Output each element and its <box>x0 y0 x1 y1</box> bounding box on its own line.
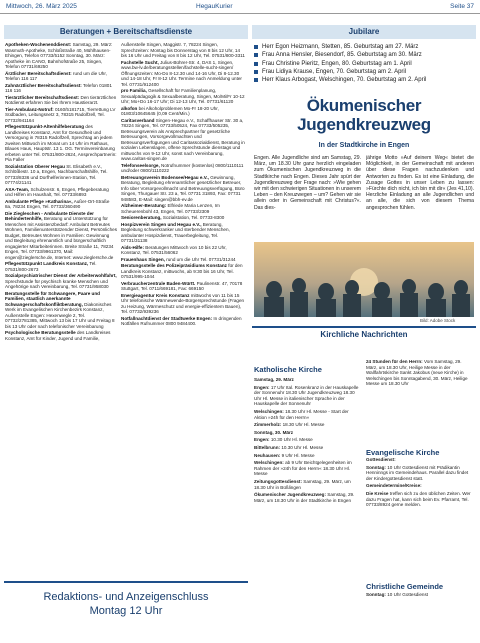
entry-heading: Tier-Ambulanz-Notruf: <box>5 106 54 112</box>
entry-text: Außer-Ort-Straße 8a, 78234 Engen, Tel. 07733/360490 <box>5 198 110 209</box>
redaktionsschluss-box <box>4 581 248 639</box>
entry <box>254 492 360 503</box>
beratungen-column-2 <box>121 42 245 557</box>
entry-heading: Sonntag: <box>366 592 386 597</box>
entry <box>254 377 360 383</box>
entry <box>121 222 245 244</box>
entry <box>254 437 360 443</box>
entry-heading: Fachstelle Sucht, <box>121 59 159 65</box>
entry-text: Samstag, 29. März, um 18.30 Uhr in Büßlingen <box>254 478 351 490</box>
entry <box>254 453 360 459</box>
page-header <box>0 0 480 14</box>
entry <box>5 211 117 261</box>
entry-text: rund um die Uhr Tel. 07731/31244 <box>166 256 236 262</box>
header-page-number: Seite 37 <box>450 3 474 10</box>
entry-heading: Sonntag, 30. März <box>254 429 294 435</box>
section-title-beratungen: Beratungen + Bereitschaftsdienste <box>4 25 248 39</box>
entry-heading: Zimmerholz: <box>254 422 282 428</box>
entry-text: 10 Uhr Gottesdienst <box>387 592 429 597</box>
entry-heading: Pflegestützpunkt-Altenhilfeberatung <box>5 124 85 129</box>
jubilar-item: Herr Egon Heizmann, Stetten, 85. Geburtstag am 27. März <box>254 43 474 51</box>
jubilare-list <box>254 43 474 84</box>
entry <box>121 106 245 117</box>
entry <box>366 491 474 508</box>
entry-text: Gesellschaft für Familienplanung, Sexualpädagogik & Sexualberatung, Singen, Mo/Mi/Fr 10-12 Uhr; Mo+Do 16-17 Uhr; Di 12-13 Uhr, Tel. 07731/61120 <box>121 88 245 104</box>
redaktionsschluss-line2: Montag 12 Uhr <box>89 605 163 617</box>
entry-heading: Welschingen: <box>254 460 284 466</box>
heading-katholische-kirche: Katholische Kirche <box>254 365 322 374</box>
entry-heading: Die Ziegleschen - Ambulante Dienste der Behindertenhilfe, <box>5 210 94 221</box>
katholische-kirche-text <box>254 377 360 587</box>
entry-heading: AXA-Team, <box>5 186 30 192</box>
header-date: Mittwoch, 26. März 2025 <box>6 3 77 10</box>
entry-heading: Verbraucherzentrale Baden-Württ. <box>121 280 196 286</box>
entry-text: 10 Uhr Gottesdienst mit Prädikantin Henninngs im Gemeindehaus. Parallel dazu findet der Kindergottesdienst statt. <box>366 464 469 481</box>
entry-text: für den Landkreis Konstanz, mittwochs, ab 9:30 bis 16 Uhr, Tel. 07531/995-1044 <box>121 263 243 279</box>
entry-heading: Telefonseelsorge, <box>121 162 160 168</box>
entry-heading: Die Kreise <box>366 490 389 496</box>
jubilar-item: Frau Christine Pieritz, Engen, 80. Geburtstag am 1. April <box>254 60 474 68</box>
entry-heading: Energieagentur Kreis Konstanz <box>121 292 190 298</box>
entry-text: Elfriede Maria Lenzen, Im Scheuerenbohl 43, Engen, Tel. 07733/2309 <box>121 203 220 214</box>
header-publication: HegauKurier <box>196 3 233 10</box>
entry-heading: Sozialstation Oberer Hegau <box>5 163 65 169</box>
crowd-silhouette-image <box>254 242 474 317</box>
entry-heading: Pflegestützpunkt Landkreis Konstanz, <box>5 261 89 266</box>
entry-text: 10.30 Uhr Hl. Messe <box>281 444 324 450</box>
entry-heading: Ärztlicher Bereitschaftsdienst: <box>5 70 72 76</box>
heading-evangelische-kirche: Evangelische Kirche <box>366 448 440 457</box>
entry-text: bei Alkoholproblemen Mo-Fr 18-20 Uhr, 01803/10645645 (0,09 Cent/Min.) <box>121 105 219 116</box>
entry-heading: alkofon <box>121 105 138 111</box>
entry <box>5 95 117 106</box>
entry-text: 10.30 Uhr Hl. Messe <box>270 437 313 443</box>
entry-heading: Engen: <box>254 437 270 443</box>
entry-heading: Beratungsstelle für Schwangere, Paare und Familien, staatlich anerkannte Schwangerschaftskonfliktberatung, <box>5 290 100 307</box>
entry-text: rund um die Uhr, Telefon 116 117 <box>5 70 107 81</box>
entry-text: Singen-Hegau e.V., Schaffhauser Str. 30 a, 78224 Singen, Tel. 07733/50524, Fax 07733/505235, Betreuungsverein als Ansprechpartner für gesetzliche Betreuungen, Vorsorgevollmachten und Betreuungsverfügungen und Caritassozialdienst, Beratung in sozialen Lebenslagen, offene Sprechstunde dienstags und mittwochs von 9-12 Uhr, sonst nach Vereinbarung, www.caritas-singen.de <box>121 117 245 161</box>
evangelische-kirche-text <box>366 457 474 567</box>
christliche-gemeinde-text <box>366 592 474 606</box>
entry <box>121 293 245 315</box>
entry <box>121 60 245 88</box>
article-headline <box>252 96 476 134</box>
entry-text: des Landkreises Konstanz, Amt für Kinder, Jugend und Familie, <box>5 330 111 341</box>
entry <box>121 203 245 214</box>
entry-text: Samstag, 29. März, um 18.30 Uhr in der Stadtkirche in Engen <box>254 492 355 503</box>
entry-heading: Gemeindetermine/Kreise: <box>366 483 422 489</box>
entry-heading: Betreuungsverein Bodensee/Hegau e.V., <box>121 174 209 180</box>
entry-text: Samstag, 29. März: Wasmuth-Apotheke, Schloßstraße 40, Mühlhausen-Ehingen, Telefon 07733/5152 Sonntag, 30. März: Apotheke im CANO, Bahnhofstraße 25, Singen, Telefon 07731/69250 <box>5 42 113 69</box>
entry-heading: 24 Stunden für den Herrn: <box>366 359 423 364</box>
entry-heading: Engen: <box>254 384 270 390</box>
entry-text: Beratung, Begleitung schwerkranker und sterbender Menschen, ambulanter Hospizdienst, Trauerbegleitung, Tel. 07731/31138 <box>121 221 230 243</box>
entry-text: Außenstelle Singen, Maggistr. 7, 78224 Singen, Sprechzeiten: Montag bis Donnerstag von 8 bis 12 Uhr, 14 bis 16 Uhr und Freitag von 8 bis 12 Uhr, Tel. 07531/800-3311 <box>121 42 245 58</box>
entry <box>121 245 245 256</box>
entry-heading: Samstag, 29. März <box>254 377 294 382</box>
article-title-line2: Jugendkreuzweg <box>297 115 431 134</box>
beratungen-column-1 <box>5 42 117 557</box>
entry <box>5 124 117 163</box>
entry-text: 0160/5181715, Tierrettung LV Südbaden, Leitungsnetz 3, 78315 Radolfzell, Tel. 07732/941164 <box>5 106 116 123</box>
entry-heading: Sonntag: <box>366 464 386 470</box>
entry <box>254 445 360 451</box>
entry <box>121 263 245 280</box>
entry-text: Telefon 01801 116 116 <box>5 82 112 93</box>
entry-text: Julius-Bührer-Str. 4, DAS 1, Singen, www.bw-lv.de/beratungsstellen/fachstelle-sucht-singen/ Öffnungszeiten: Mo-Do 8-12.30 und 14-16 Uhr, Di 8-12.30 und 14-18 Uhr, Fr 8-12 Uhr. Termine nach Anmeldung unter Tel. 07731/912400 <box>121 59 242 87</box>
entry-text: In dringenden Notfällen Rufnummer 0800 9484400. <box>121 315 242 326</box>
heading-christliche-gemeinde: Christliche Gemeinde <box>366 582 444 591</box>
entry <box>254 422 360 428</box>
article-photo <box>254 242 474 317</box>
entry <box>5 261 117 272</box>
section-title-kirchliche: Kirchliche Nachrichten <box>252 326 476 340</box>
entry-heading: Seniorenberatung, <box>121 215 162 220</box>
entry <box>254 479 360 490</box>
entry <box>366 457 474 463</box>
section-title-jubilare: Jubilare <box>252 25 476 39</box>
jubilar-item: Frau Anna Hensler, Biesendorf, 85. Geburtstag am 30. März <box>254 51 474 59</box>
entry-text: des Landkreises Konstanz, Amt für Gesundheit und Versorgung in 78315 Radolfzell, Sprechtag an jedem zweiten Mittwoch im Monat um 14 Uhr im Rathaus, Blaues Haus, Hauptstr. 13 1. OG. Terminvereinbarung erbeten unter Tel. 07531/800-2624, Ansprechpartnerin: Pia Faller <box>5 124 117 162</box>
entry <box>5 187 117 198</box>
entry <box>5 291 117 330</box>
article-text-column-2: jährige Motto »Auf deinem Weg« bietet die Möglichkeit, in der Gemeinschaft mit anderen über diese Fragen nachzudenken und Antworten zu finden. Es ist eine Einladung, die Zusage Gottes in unser Leben zu lassen: »Fürchte dich nicht, ich bin mit dir« (Jes 41,10). Herzliche Einladung an alle Jugendlichen und an alle, die sich von diesem Thema angesprochen fühlen. <box>366 155 474 211</box>
entry-text: Diakonisches Werk im Evangelischen Kirchenbezirk Konstanz, Außenstelle Engen: Hexenwegle 2, Tel. 07732/2781385, Mittwoch 13 bis 17 Uhr und Freitag 8 bis 13 Uhr oder nach telefonischer Vereinbarung <box>5 301 115 329</box>
entry-text: Den tierärztlichen Notdienst erfahren Sie bei Ihrem Haustierarzt. <box>5 94 117 105</box>
article-title-line1: Ökumenischer <box>306 96 422 115</box>
entry-text: Sprechstunde für psychisch kranke Menschen und Angehörige nach Vereinbarung, Tel. 07731/958030 <box>5 278 109 289</box>
entry-text: treffen sich zu den üblichen Zeiten. Wer dazu Fragen hat, kann sich beim Ev. Pfarramt, Tel. 07733/8924 gerne melden. <box>366 490 471 508</box>
entry <box>121 316 245 327</box>
entry <box>121 215 245 221</box>
entry-heading: Zeitungsgottesdienst: <box>254 478 302 484</box>
entry <box>366 592 474 598</box>
entry <box>254 460 360 477</box>
entry-heading: pro Familia, <box>121 88 147 93</box>
entry-heading: Aids-Hilfe: <box>121 244 144 250</box>
entry-text: 18.30 Uhr Hl. Messe - Start der Aktion »24h für den Herrn« <box>254 408 349 420</box>
entry-heading: Beratungsstelle des Polizeipräsidiums Konstanz <box>121 263 227 268</box>
entry <box>5 330 117 341</box>
entry-heading: Neuhausen: <box>254 452 281 458</box>
entry <box>5 71 117 82</box>
jubilar-item: Frau Lidiya Krause, Engen, 70. Geburtstag am 2. April <box>254 68 474 76</box>
entry-heading: Sozialpsychiatrischer Dienst der Arbeiterwohlfahrt, <box>5 273 117 278</box>
entry-text: Sozialstation, Tel. 07733-8300 <box>162 215 225 220</box>
entry-heading: Frauenhaus Singen, <box>121 256 165 262</box>
entry <box>121 257 245 263</box>
entry <box>5 107 117 124</box>
entry <box>5 164 117 186</box>
photo-caption: Bild: Adobe Stock <box>420 318 456 323</box>
entry <box>366 465 474 482</box>
entry-heading: Apotheken-Wochenenddienst: <box>5 42 72 47</box>
entry-text: 17 Uhr Ital. Rosenkranz in der Hauskapelle der Sonnenuhr 18.30 Uhr Jugendkreuzweg 18.30 Uhr Hl. Messe in italienischer Sprache in der Hauskapelle der Sonnenuhr <box>254 384 359 407</box>
entry <box>5 273 117 290</box>
entry <box>254 409 360 420</box>
entry-text: Paulinenstr. 47, 70178 Stuttgart, Tel. 0711/669181, Fax: 669150 <box>121 280 243 291</box>
entry-heading: Hospizverein Singen und Hegau e.V., <box>121 221 202 227</box>
entry-text: Schulzenstr. 6, Engen, Pflegeberatung und Hilfen im Haushalt, Tel. 07733/6893 <box>5 186 109 197</box>
article-subtitle: In der Stadtkirche in Engen <box>318 142 410 149</box>
entry-heading: Bittelbrunn: <box>254 444 281 450</box>
entry <box>121 175 245 203</box>
redaktionsschluss-line1: Redaktions- und Anzeigenschluss <box>43 591 209 603</box>
entry-text: 9 Uhr Hl. Messe <box>281 452 315 458</box>
entry-text: Notrufnummer (kostenlos) 0800/1110111 und/oder 0800/1110222 <box>121 162 244 173</box>
entry-heading: Zahnärztlicher Bereitschaftsdienst: <box>5 82 82 88</box>
entry <box>121 118 245 162</box>
entry-text: mittwochs von 11 bis 15 Uhr telefonische Wärmewende-Bürgersprechstunde (Fragen zu Heizung, Wärmeschutz und energie-effizientem Bauen), Tel. 07732/939236 <box>121 292 245 314</box>
entry-heading: Ökumenischer Jugendkreuzweg: <box>254 492 326 498</box>
entry <box>5 199 117 210</box>
entry-heading: Gottesdienst: <box>366 457 396 462</box>
entry-text: Beratungen Mittwoch von 10 bis 22 Uhr, Konstanz, Tel. 07531/56062 <box>121 244 227 255</box>
entry <box>121 88 245 105</box>
entry-heading: Notfallnachtdienst der Stadtwerke Engen: <box>121 315 213 321</box>
entry <box>121 281 245 292</box>
article-text-column-1: Engen. Alle Jugendliche sind am Samstag, 29. März, um 18.30 Uhr ganz herzlich eingeladen zum Ökumenischen Jugendkreuzweg in die Stadtkirche nach Engen. Dieses Jahr spürt der Jugendkreuzweg der Frage nach: »Wie gehen wir mit den schwierigen Situationen in unserem Leben – den Kreuzwegen – um? Gehen wir sie allein oder in Gemeinschaft mit Christus?«. Das dies- <box>254 155 361 211</box>
entry-heading: Caritasverband <box>121 117 155 123</box>
entry-heading: Psychologische Beratungsstelle <box>5 330 76 335</box>
entry <box>254 385 360 407</box>
entry-heading: Welschingen: <box>254 408 284 414</box>
entry <box>121 42 245 59</box>
entry <box>366 359 474 387</box>
entry <box>121 163 245 174</box>
entry <box>5 83 117 94</box>
entry-text: Gewinnung, Beratung, Begleitung ehrenamtlicher gesetzlicher Betreuer, Info über Vorsorgevollmacht und Betreuungsverfügung, Büro Singen, Thurgauer Str. 23 a, Tel. 07731 31893, Fax: 07731 948583, E-Mail: singen@bbh-ev.de <box>121 174 245 202</box>
entry-text: Vom Samstag, 29. März, um 18.30 Uhr, Heilige Messe in der Wallfahrtskirche Sankt Jakobus (neue Kirche) in Welschingen bis Sonntagabend, 30. März, Heilige Messe um 18.30 Uhr <box>366 359 468 387</box>
entry <box>366 483 474 489</box>
entry-heading: Tierärztlicher Bereitschaftsdienst: <box>5 94 80 100</box>
entry-text: 18.30 Uhr Hl. Messe <box>282 422 325 428</box>
jubilar-item: Herr Klaus Arbogast, Welschingen, 70. Geburtstag am 2. April <box>254 76 474 84</box>
katholische-kirche-text-right <box>366 359 474 444</box>
entry <box>5 42 117 70</box>
entry-text: St. Elisabeth e.V., Schlößlestr. 10 a, Engen, Nachbarschaftshilfe, Tel. 07733/8336 und Dorfhelferinnen-Station, Tel. 07774/21141 <box>5 163 108 185</box>
entry-text: Tel. 07531/800-2673 <box>5 261 97 272</box>
entry-text: Beratung und Unterstützung für Menschen mit Assistenzbedarf: Ambulant Betreutes Wohnen, Familienunterstützender Dienst, Persönliches Budget, Betreutes Wohnen in Familien: Gewinnung und Begleitung ehrenamtlich und bürgerschaftlich engagierter Mitarbeiterinnen. Breite Straße 11, 78234 Engen, Tel. 07733/9961370, Mail: engen@zieglersche.de, Internet: www.zieglersche.de <box>5 216 117 260</box>
entry-heading: Ambulante Pflege »Katharina«, <box>5 198 73 204</box>
entry-heading: Alzheimer-Beratung: <box>121 203 167 208</box>
entry-text: ab 9 Uhr Beichtgelegenheiten im Rahmen der »24h für den Herrn« 18.30 Uhr Hl. Messe <box>254 460 352 477</box>
entry <box>254 430 360 436</box>
